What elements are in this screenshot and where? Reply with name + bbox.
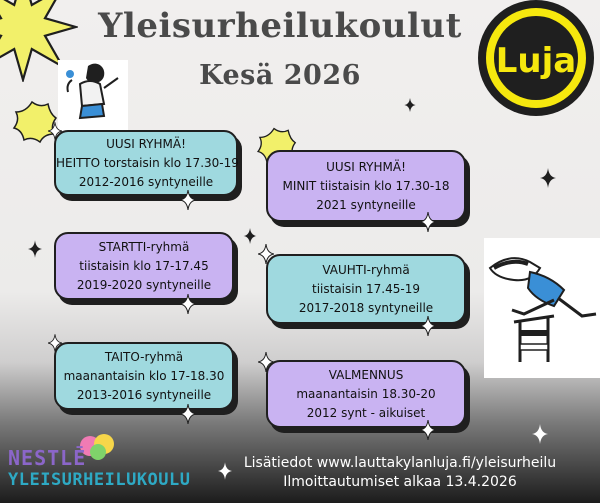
sparkle-icon: [420, 316, 436, 336]
card-line: maanantaisin 18.30-20: [296, 386, 436, 401]
card-line: tiistaisin 17.45-19: [312, 281, 420, 296]
card-line: VALMENNUS: [328, 367, 404, 382]
sparkle-icon: [420, 420, 436, 440]
card-line: TAITO-ryhmä: [104, 349, 184, 364]
card-line: maanantaisin klo 17-18.30: [63, 368, 225, 383]
card-line: UUSI RYHMÄ!: [326, 159, 406, 174]
group-card-vauhti: [266, 254, 466, 324]
badger-hurdler-illustration-icon: [484, 238, 600, 378]
group-card-valmennus: [266, 360, 466, 428]
sparkle-icon: [532, 424, 548, 444]
group-card-taito: [54, 342, 234, 410]
sparkle-icon: [540, 168, 556, 188]
sparkle-icon: [48, 334, 62, 352]
luja-logo-icon: [466, 0, 600, 124]
sparkle-icon: [180, 190, 196, 210]
card-line: 2021 syntyneille: [316, 197, 416, 212]
info-line: Lisätiedot www.lauttakylanluja.fi/yleisurheilu: [243, 455, 557, 471]
runner-illustration-icon: [58, 60, 128, 132]
nestle-yleisurheilukoulu-logo: [8, 428, 191, 500]
sparkle-icon: [258, 244, 274, 264]
sparkle-icon: [243, 228, 257, 244]
registration-line: Ilmoittautumiset alkaa 13.4.2026: [283, 474, 517, 490]
luja-logo-text: Luja: [495, 41, 577, 81]
footer: [200, 454, 600, 492]
card-line: MINIT tiistaisin klo 17.30-18: [282, 178, 450, 193]
card-line: 2012-2016 syntyneille: [78, 174, 214, 189]
page-subtitle: Kesä 2026: [199, 60, 361, 91]
page-title: Yleisurheilukoulut: [98, 6, 462, 46]
card-line: 2019-2020 syntyneille: [76, 277, 212, 292]
card-line: STARTTI-ryhmä: [98, 239, 190, 254]
partner-logo-line2: YLEISURHEILUKOULU: [8, 470, 191, 490]
card-line: 2012 synt - aikuiset: [306, 405, 426, 420]
sparkle-icon: [180, 294, 196, 314]
card-line: 2013-2016 syntyneille: [76, 387, 212, 402]
card-line: HEITTO torstaisin klo 17.30-19: [56, 155, 239, 170]
group-card-minit: [266, 150, 466, 222]
card-line: UUSI RYHMÄ!: [106, 136, 186, 151]
sparkle-icon: [48, 122, 62, 140]
sparkle-icon: [420, 212, 436, 232]
group-card-heitto: [54, 130, 238, 196]
card-line: tiistaisin klo 17-17.45: [79, 258, 209, 273]
card-line: VAUHTI-ryhmä: [322, 262, 410, 277]
sparkle-icon: [28, 240, 42, 258]
partner-logo-line1: NESTLĒ: [8, 446, 87, 470]
card-line: 2017-2018 syntyneille: [298, 300, 434, 315]
sparkle-icon: [258, 352, 274, 372]
group-card-startti: [54, 232, 234, 300]
sparkle-icon: [404, 98, 416, 112]
sparkle-icon: [180, 404, 196, 424]
